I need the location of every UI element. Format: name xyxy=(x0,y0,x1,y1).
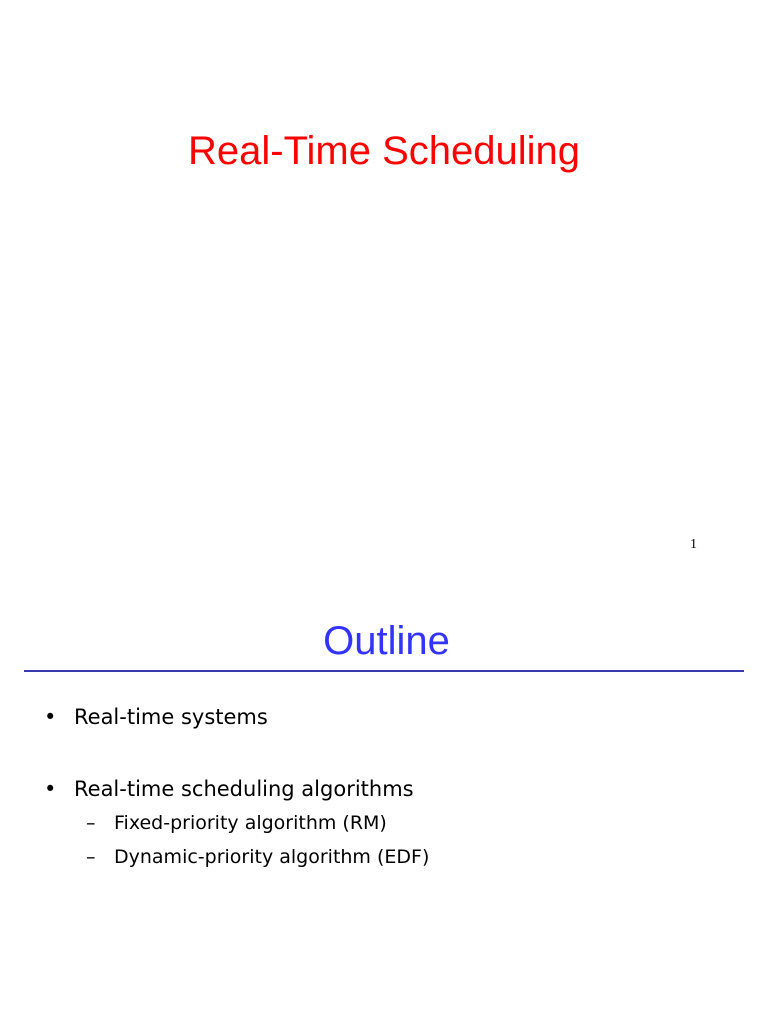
title-divider xyxy=(24,670,744,672)
slide-title: Real-Time Scheduling xyxy=(187,129,581,173)
sub-bullet-item xyxy=(74,806,429,840)
bullet-text: Real-time scheduling algorithms xyxy=(74,777,414,801)
sub-bullet-list xyxy=(74,806,429,874)
dash-marker: – xyxy=(86,846,96,868)
bullet-marker: • xyxy=(44,705,57,729)
bullet-text: Real-time systems xyxy=(74,705,268,729)
bullet-item xyxy=(44,702,429,732)
bullet-marker: • xyxy=(44,777,57,801)
sub-bullet-item xyxy=(74,840,429,874)
slide-2 xyxy=(0,576,768,1024)
bullet-list xyxy=(44,702,429,874)
bullet-item xyxy=(44,774,429,874)
sub-bullet-text: Dynamic-priority algorithm (EDF) xyxy=(114,846,430,868)
dash-marker: – xyxy=(86,812,96,834)
slide-title: Outline xyxy=(323,619,450,663)
sub-bullet-text: Fixed-priority algorithm (RM) xyxy=(114,812,387,834)
page-number: 1 xyxy=(690,537,697,552)
